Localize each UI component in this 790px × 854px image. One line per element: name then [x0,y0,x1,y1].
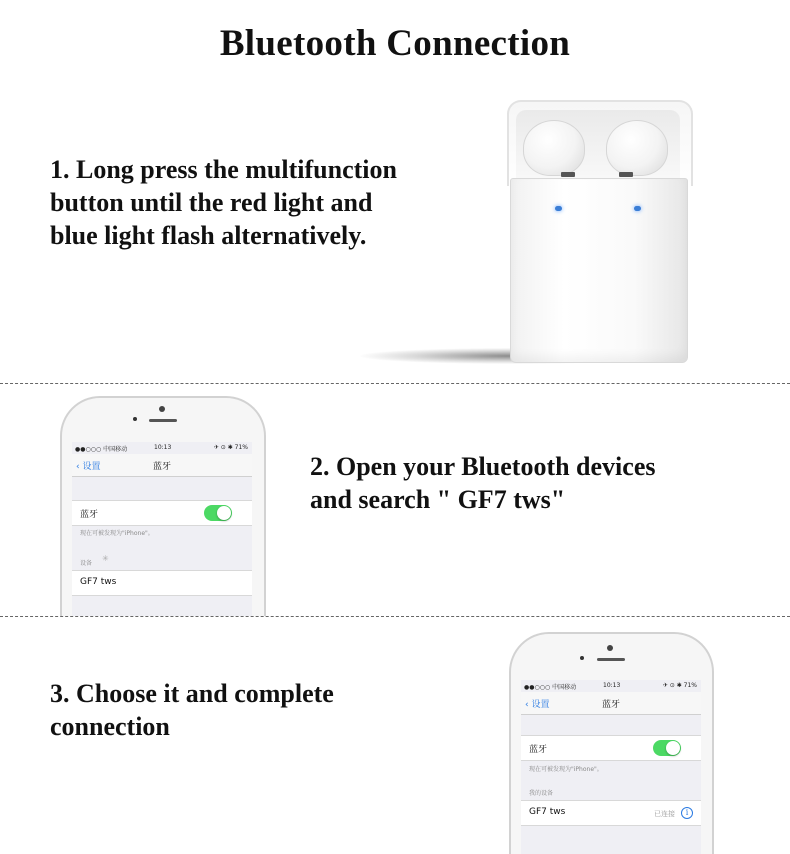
right-led-indicator [634,206,641,211]
status-bar [521,680,701,692]
battery-status: ✈ ⊙ ✱ 71% [662,682,697,689]
discoverable-note: 现在可被发现为"iPhone"。 [80,530,154,537]
phone-mockup-1 [60,396,266,616]
phone-speaker [597,658,625,661]
devices-section-header: 设备 [80,560,93,567]
battery-status: ✈ ⊙ ✱ 71% [213,444,248,451]
my-devices-section-header: 我的设备 [529,790,554,797]
bluetooth-toggle[interactable] [204,505,232,521]
step-2-text [310,450,655,516]
discoverable-note: 现在可被发现为"iPhone"。 [529,766,603,773]
bluetooth-toggle[interactable] [653,740,681,756]
device-row[interactable] [72,570,252,596]
step-2-line-2: and search " GF7 tws" [310,485,566,514]
phone-screen [521,680,701,854]
section-divider-1 [0,383,790,384]
left-charging-slot [561,172,575,177]
phone-screen [72,442,252,616]
phone-camera [607,645,613,651]
left-led-indicator [555,206,562,211]
bluetooth-toggle-row [521,735,701,761]
chevron-left-icon: ‹ [76,462,80,472]
left-earbud [523,120,585,176]
info-icon[interactable]: i [681,807,693,819]
nav-title: 蓝牙 [152,462,171,472]
bluetooth-toggle-row [72,500,252,526]
step-2-line-1: 2. Open your Bluetooth devices [310,452,656,481]
carrier-signal: ●●○○○ 中国移动 [524,684,577,691]
device-status: 已连接 [654,810,675,818]
nav-title: 蓝牙 [601,700,620,710]
right-charging-slot [619,172,633,177]
bluetooth-label: 蓝牙 [529,745,548,755]
device-row[interactable] [521,800,701,826]
device-name: GF7 tws [80,577,117,587]
carrier-signal: ●●○○○ 中国移动 [75,446,128,453]
step-3-line-2: connection [50,712,170,741]
phone-mockup-2 [509,632,714,854]
device-name: GF7 tws [529,807,566,817]
step-1-line-2: button until the red light and [50,188,373,217]
phone-sensor [133,417,137,421]
step-3-line-1: 3. Choose it and complete [50,679,334,708]
bluetooth-label: 蓝牙 [80,510,99,520]
page-title: Bluetooth Connection [219,23,571,64]
nav-bar [521,692,701,715]
step-1-line-1: 1. Long press the multifunction [50,155,397,184]
right-earbud [606,120,668,176]
step-1-line-3: blue light flash alternatively. [50,221,367,250]
back-label: 设置 [82,462,101,472]
back-label: 设置 [531,700,550,710]
section-divider-2 [0,616,790,617]
nav-bar [72,454,252,477]
status-bar [72,442,252,454]
step-1-text [50,153,397,252]
chevron-left-icon: ‹ [525,700,529,710]
status-time: 10:13 [154,444,172,451]
phone-camera [159,406,165,412]
phone-sensor [580,656,584,660]
status-time: 10:13 [603,682,621,689]
case-body [510,178,688,363]
phone-speaker [149,419,177,422]
step-3-text [50,677,334,743]
spinner-icon: ✳ [102,554,109,563]
